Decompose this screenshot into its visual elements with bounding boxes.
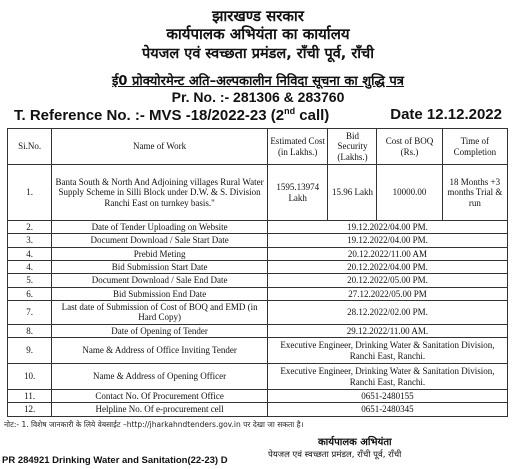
row-value: 29.12.2022/11.00 AM. [267,324,507,337]
row-sl: 12. [8,403,52,416]
work-name: Banta South & North And Adjoining villages Rural Water Supply Scheme in Silli Block under D.W. & S. Division Ranchi East on turnkey basis." [52,165,268,221]
row-sl: 8. [8,324,52,337]
row-label: Last date of Submission of Cost of BOQ and EMD (in Hard Copy) [52,301,268,325]
row-sl: 11. [8,390,52,403]
row-label: Bid Submission End Date [52,287,268,300]
notice-date: Date 12.12.2022 [390,106,502,123]
header-completion: Time of Completion [442,129,507,165]
office-title: कार्यपालक अभियंता का कार्यालय [166,25,350,43]
signature-office: पेयजल एवं स्वच्छता प्रमंडल, राँची पूर्व, राँची [268,450,402,460]
work-completion: 18 Months +3 months Trial & run [442,165,507,221]
row-value: Executive Engineer, Drinking Water & Sanitation Division, Ranchi East, Ranchi. [267,364,507,390]
row-sl: 9. [8,338,52,364]
work-cost: 1595.13974 Lakh [267,165,328,221]
footnote: नोट:- 1. विशेष जानकारी के लिये वेबसाईट –http://jharkahndtenders.gov.in पर देखा जा सकता है। [4,420,304,429]
tender-table [7,128,508,417]
row-label: Contact No. Of Procurement Office [52,390,268,403]
row-value: 19.12.2022/04.00 PM. [267,234,507,247]
row-sl: 2. [8,221,52,234]
table-row [8,261,508,274]
table-row [8,221,508,234]
table-row [8,274,508,287]
row-label: Document Download / Sale Start Date [52,234,268,247]
header-boq-cost: Cost of BOQ (Rs.) [377,129,442,165]
row-sl: 10. [8,364,52,390]
division-title: पेयजल एवं स्वच्छता प्रमंडल, राँची पूर्व, राँची [142,46,374,62]
table-row [8,338,508,364]
row-label: Date of Tender Uploading on Website [52,221,268,234]
row-value: 19.12.2022/04.00 PM. [267,221,507,234]
row-label: Date of Opening of Tender [52,324,268,337]
tender-reference [14,106,329,124]
work-row [8,165,508,221]
tender-reference-prefix: T. Reference No. :- MVS -18/2022-23 (2 [14,107,285,124]
pr-bottom-line: PR 284921 Drinking Water and Sanitation(22-23) D [2,455,228,466]
work-sl: 1. [8,165,52,221]
row-value: 0651-2480155 [267,390,507,403]
table-row [8,390,508,403]
row-value: 27.12.2022/05.00 PM [267,287,507,300]
row-sl: 6. [8,287,52,300]
row-value: 20.12.2022/11.00 AM [267,247,507,260]
table-row [8,234,508,247]
header-bid-security: Bid Security (Lakhs.) [328,129,377,165]
work-boq-cost: 10000.00 [377,165,442,221]
notice-title: ई0 प्रोक्योरमेन्ट अति–अल्पकालीन निविदा सूचना का शुद्धि पत्र [112,74,404,89]
table-header-row [8,129,508,165]
table-row [8,301,508,325]
table-row [8,247,508,260]
header-sl: Si.No. [8,129,52,165]
row-value: Executive Engineer, Drinking Water & Sanitation Division, Ranchi East, Ranchi. [267,338,507,364]
row-label: Bid Submission Start Date [52,261,268,274]
row-value: 20.12.2022/04.00 PM. [267,261,507,274]
row-sl: 3. [8,234,52,247]
government-title: झारखण्ड सरकार [212,7,304,25]
row-sl: 4. [8,261,52,274]
row-label: Name & Address of Opening Officer [52,364,268,390]
header-cost: Estimated Cost (in Lakhs.) [267,129,328,165]
signature-title: कार्यपालक अभियंता [318,437,392,448]
row-sl: 5. [8,274,52,287]
row-value: 0651-2480345 [267,403,507,416]
row-label: Prebid Meting [52,247,268,260]
table-row [8,287,508,300]
work-bid-security: 15.96 Lakh [328,165,377,221]
row-value: 28.12.2022/02.00 PM. [267,301,507,325]
table-row [8,403,508,416]
row-value: 20.12.2022/05.00 PM. [267,274,507,287]
tender-reference-sup: nd [284,106,296,116]
tender-reference-suffix: call) [295,107,330,124]
row-label: Name & Address of Office Inviting Tender [52,338,268,364]
pr-number: Pr. No. :- 281306 & 283760 [171,89,345,105]
table-row [8,324,508,337]
row-sl: 4. [8,247,52,260]
row-label: Document Download / Sale End Date [52,274,268,287]
row-label: Helpline No. Of e-procurement cell [52,403,268,416]
header-work: Name of Work [52,129,268,165]
row-sl: 7. [8,301,52,325]
table-row [8,364,508,390]
